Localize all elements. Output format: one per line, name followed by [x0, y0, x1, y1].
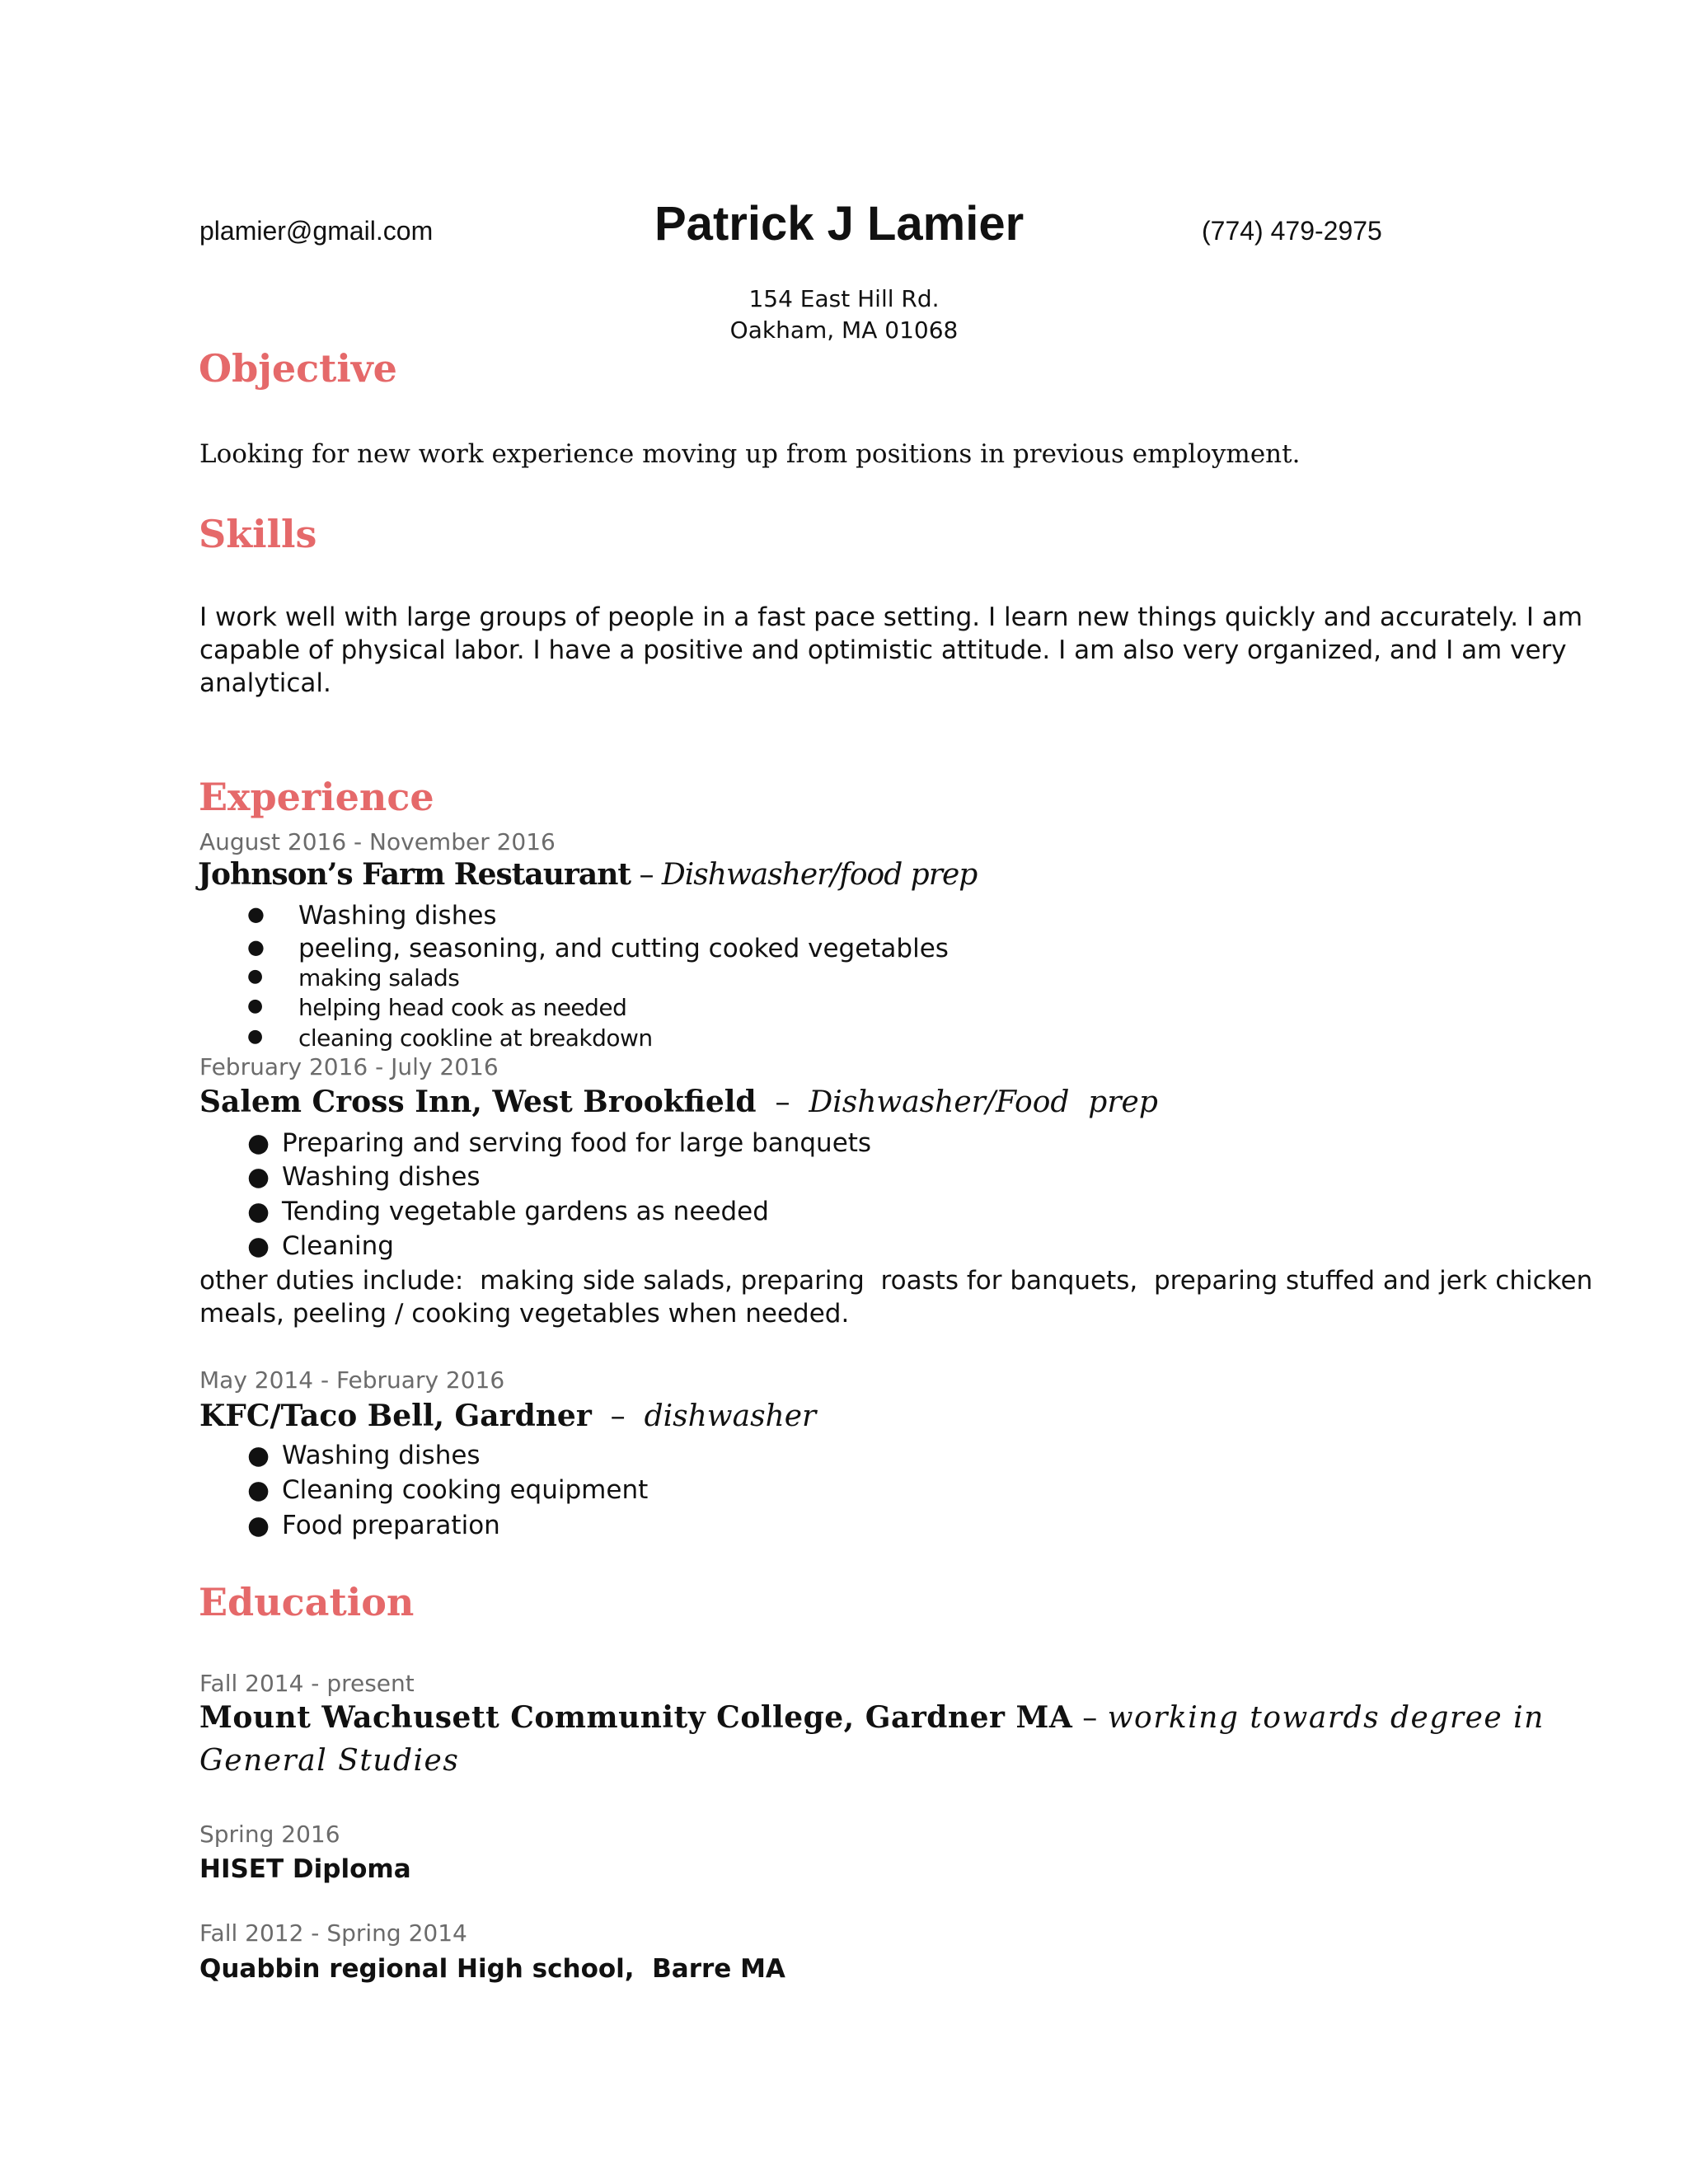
- bullet-dot: ●: [247, 1475, 270, 1505]
- bullet-dot: ●: [247, 935, 265, 958]
- list-item: ● Preparing and serving food for large banquets: [247, 1128, 872, 1158]
- list-item: ● Cleaning: [247, 1231, 394, 1261]
- education-dates: Spring 2016: [199, 1821, 340, 1848]
- education-heading: Education: [199, 1580, 415, 1624]
- bullet-dot: ●: [247, 1197, 270, 1226]
- job-dates: February 2016 - July 2016: [199, 1053, 499, 1080]
- title-separator: –: [631, 858, 662, 892]
- address-line-2: Oakham, MA 01068: [729, 316, 959, 344]
- list-item: ● Washing dishes: [247, 1162, 481, 1192]
- bullet-dot: ●: [247, 996, 263, 1016]
- skills-line-2: capable of physical labor. I have a positive and optimistic attitude. I am also very organized, and I am very: [199, 635, 1567, 665]
- employer-name: Salem Cross Inn, West Brookfield: [199, 1085, 757, 1119]
- school-name: Quabbin regional High school, Barre MA: [199, 1954, 785, 1984]
- objective-heading: Objective: [199, 346, 397, 391]
- skills-heading: Skills: [199, 512, 317, 556]
- degree-detail: working towards degree in: [1107, 1701, 1545, 1735]
- job-title-line: [198, 857, 977, 892]
- school-name: HISET Diploma: [199, 1854, 411, 1884]
- job-role: Dishwasher/Food prep: [809, 1085, 1158, 1119]
- list-item: ● helping head cook as needed: [247, 994, 627, 1021]
- education-title-line: [199, 1700, 1545, 1735]
- other-duties-line-2: meals, peeling / cooking vegetables when needed.: [199, 1299, 850, 1329]
- job-role: Dishwasher/food prep: [661, 858, 978, 892]
- bullet-dot: ●: [247, 1128, 270, 1158]
- list-item: ● Washing dishes: [247, 901, 497, 930]
- objective-text: Looking for new work experience moving up from positions in previous employment.: [199, 439, 1301, 469]
- bullet-dot: ●: [247, 1231, 270, 1261]
- bullet-dot: ●: [247, 966, 263, 987]
- bullet-dot: ●: [247, 902, 265, 926]
- list-item: ● Food preparation: [247, 1511, 500, 1540]
- experience-heading: Experience: [199, 775, 434, 819]
- degree-detail-line-2: General Studies: [199, 1744, 460, 1778]
- email-text: plamier@gmail.com: [199, 216, 434, 246]
- list-item: ● cleaning cookline at breakdown: [247, 1024, 653, 1052]
- job-title-line: [199, 1085, 1158, 1119]
- school-name: Mount Wachusett Community College, Gardner MA: [199, 1700, 1073, 1735]
- skills-line-3: analytical.: [199, 668, 331, 698]
- list-item: ● Tending vegetable gardens as needed: [247, 1197, 769, 1226]
- skills-line-1: I work well with large groups of people in a fast pace setting. I learn new things quickly and accurately. I am: [199, 602, 1583, 632]
- address-line-1: 154 East Hill Rd.: [748, 285, 940, 312]
- bullet-dot: ●: [247, 1026, 263, 1047]
- phone-text: (774) 479-2975: [1202, 216, 1382, 246]
- title-separator: –: [756, 1085, 809, 1119]
- education-dates: Fall 2014 - present: [199, 1670, 415, 1697]
- employer-name: KFC/Taco Bell, Gardner: [199, 1399, 592, 1433]
- job-role: dishwasher: [644, 1399, 817, 1433]
- list-item: ● peeling, seasoning, and cutting cooked vegetables: [247, 934, 949, 963]
- job-dates: August 2016 - November 2016: [199, 828, 556, 855]
- bullet-dot: ●: [247, 1441, 270, 1470]
- candidate-name: Patrick J Lamier: [654, 197, 1025, 251]
- education-dates: Fall 2012 - Spring 2014: [199, 1919, 467, 1947]
- title-separator: –: [1072, 1701, 1108, 1735]
- list-item: ● making salads: [247, 964, 460, 991]
- list-item: ● Washing dishes: [247, 1441, 481, 1470]
- job-title-line: [199, 1399, 816, 1433]
- bullet-dot: ●: [247, 1511, 270, 1540]
- employer-name: Johnson’s Farm Restaurant: [198, 857, 631, 892]
- list-item: ● Cleaning cooking equipment: [247, 1475, 649, 1505]
- title-separator: –: [591, 1399, 645, 1433]
- other-duties-line-1: other duties include: making side salads, preparing roasts for banquets, preparing stuffed and jerk chicken: [199, 1266, 1593, 1296]
- bullet-dot: ●: [247, 1162, 270, 1192]
- job-dates: May 2014 - February 2016: [199, 1366, 505, 1394]
